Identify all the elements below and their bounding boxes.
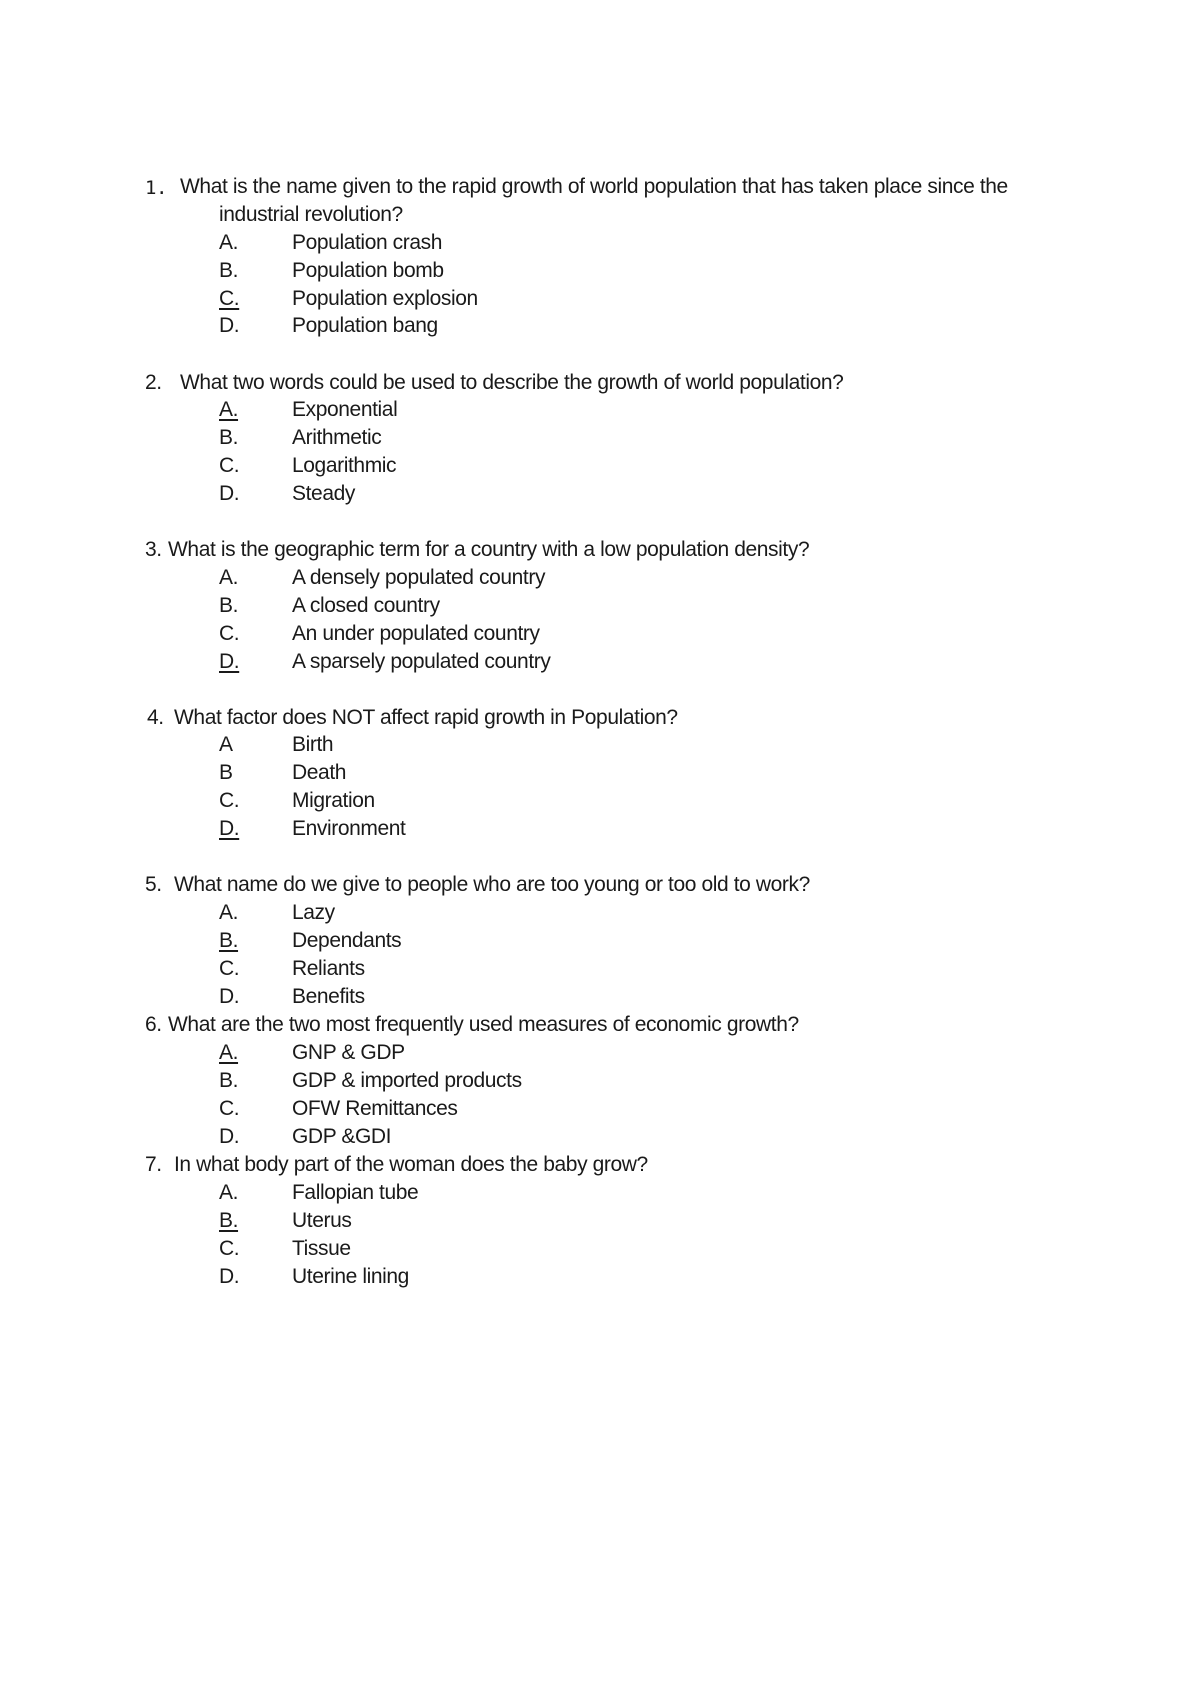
option-letter: D. [219,482,240,505]
option-letter-correct: A. [219,398,239,421]
question-number: 4. [147,706,164,729]
option-letter: B. [219,426,239,449]
option-letter: A. [219,1181,239,1204]
option-letter: D. [219,314,240,337]
option-text: An under populated country [292,622,540,645]
option-letter-correct: B. [219,929,239,952]
option-text: Exponential [292,398,398,421]
option-text: A sparsely populated country [292,650,551,673]
option-text: Steady [292,482,355,505]
question-text-continued: industrial revolution? [219,203,403,226]
question-number: 7. [145,1153,162,1176]
option-text: Population crash [292,231,443,254]
question-number: 2. [145,371,162,394]
option-text: Reliants [292,957,365,980]
option-letter: D. [219,1265,240,1288]
question-text: What name do we give to people who are too young or too old to work? [174,873,810,896]
option-letter: D. [219,985,240,1008]
option-text: Dependants [292,929,402,952]
option-text: Environment [292,817,406,840]
option-text: Lazy [292,901,335,924]
option-letter: C. [219,622,240,645]
option-letter: A. [219,231,239,254]
option-text: GDP & imported products [292,1069,522,1092]
option-text: Benefits [292,985,365,1008]
option-letter-correct: B. [219,1209,239,1232]
option-text: Migration [292,789,375,812]
option-letter: D. [219,1125,240,1148]
option-text: Population explosion [292,287,478,310]
option-letter: C. [219,789,240,812]
option-letter: B. [219,259,239,282]
option-text: A densely populated country [292,566,546,589]
question-number: 3. [145,538,162,561]
question-text: What is the name given to the rapid growth of world population that has taken place since the [180,175,1008,198]
option-letter: A [219,733,233,756]
option-letter-correct: D. [219,650,240,673]
question-text: What factor does NOT affect rapid growth in Population? [174,706,678,729]
option-text: Arithmetic [292,426,382,449]
question-text: What are the two most frequently used measures of economic growth? [168,1013,799,1036]
question-number: 1. [145,177,168,199]
question-text: What two words could be used to describe the growth of world population? [180,371,844,394]
option-text: Tissue [292,1237,351,1260]
option-letter: A. [219,566,239,589]
option-letter: C. [219,1237,240,1260]
question-text: What is the geographic term for a country with a low population density? [168,538,810,561]
option-letter: C. [219,454,240,477]
question-number: 5. [145,873,162,896]
option-text: Death [292,761,347,784]
option-letter: C. [219,1097,240,1120]
option-text: GNP & GDP [292,1041,405,1064]
option-letter-correct: C. [219,287,240,310]
option-text: GDP &GDI [292,1125,392,1148]
question-number: 6. [145,1013,162,1036]
option-letter: A. [219,901,239,924]
question-text: In what body part of the woman does the baby grow? [174,1153,648,1176]
option-text: OFW Remittances [292,1097,458,1120]
option-text: Logarithmic [292,454,397,477]
option-letter: C. [219,957,240,980]
option-text: Fallopian tube [292,1181,419,1204]
option-text: Uterine lining [292,1265,409,1288]
option-letter: B. [219,594,239,617]
option-text: Population bomb [292,259,444,282]
option-text: Birth [292,733,334,756]
option-text: Population bang [292,314,438,337]
option-letter-correct: A. [219,1041,239,1064]
option-letter-correct: D. [219,817,240,840]
option-text: A closed country [292,594,440,617]
option-text: Uterus [292,1209,352,1232]
option-letter: B [219,761,233,784]
option-letter: B. [219,1069,239,1092]
